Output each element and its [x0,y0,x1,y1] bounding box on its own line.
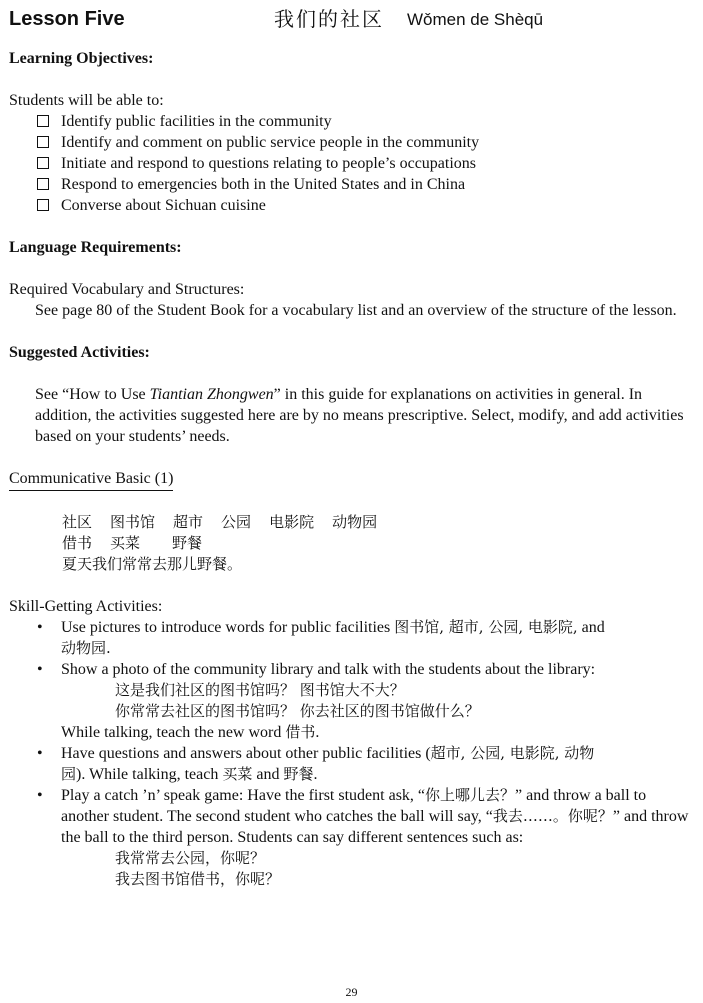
skill-item: • Play a catch ’n’ speak game: Have the first student ask, “你上哪儿去？” and throw a ball to another student. The second student who catches the ball will say, “我去……。你呢？” and throw the ball to the third person. Students can say different sentences such as: 我常常去公园，你呢？ 我去图书馆借书，你呢？ [35,785,694,890]
skill-item: • Use pictures to introduce words for public facilities 图书馆, 超市, 公园, 电影院, and 动物园. [37,618,605,657]
page-number: 29 [345,985,358,999]
chinese-title: 我们的社区 [274,7,384,31]
objective-item: Converse about Sichuan cuisine [37,195,694,216]
lesson-title: Lesson Five [9,8,125,30]
suggested-heading: Suggested Activities: [9,344,150,361]
skill-heading: Skill-Getting Activities: [9,598,163,615]
vocab-line-1: 社区 图书馆 超市 公园 电影院 动物园 [62,513,378,531]
checkbox-icon [37,157,49,169]
pinyin-title: Wǒmen de Shèqū [407,10,544,29]
objectives-list [9,111,694,216]
lesson-header [9,6,694,32]
example-question: 你常常去社区的图书馆吗？ 你去社区的图书馆做什么？ [115,702,480,720]
document-page [9,6,694,890]
language-text: See page 80 of the Student Book for a vocabulary list and an overview of the structure of the lesson. [35,302,677,319]
objectives-heading: Learning Objectives: [9,50,154,67]
checkbox-icon [37,115,49,127]
skill-item: • Have questions and answers about other public facilities (超市, 公园, 电影院, 动物 园). While talking, teach 买菜 and 野餐. [37,744,595,783]
vocab-structures-label: Required Vocabulary and Structures: [9,281,245,298]
example-sentence: 我去图书馆借书，你呢？ [115,870,281,888]
example-sentence: 我常常去公园，你呢？ [115,849,266,867]
suggested-text: See “How to Use Tiantian Zhongwen” in this guide for explanations on activities in general. In addition, the activities suggested here are by no means prescriptive. Select, modify, and add activities based on your students’ needs. [35,386,684,445]
objective-item: Respond to emergencies both in the United States and in China [37,174,694,195]
objective-item: Identify public facilities in the community [37,111,694,132]
skill-list [9,617,694,890]
checkbox-icon [37,199,49,211]
objective-item: Identify and comment on public service people in the community [37,132,694,153]
skill-item: • Show a photo of the community library and talk with the students about the library: 这是我们社区的图书馆吗？ 图书馆大不大？ 你常常去社区的图书馆吗？ 你去社区的图书馆做什么？ While talking, teach the new word 借书. [35,659,694,743]
example-question: 这是我们社区的图书馆吗？ 图书馆大不大？ [115,681,405,699]
vocab-line-2: 借书 买菜 野餐 [62,534,203,552]
checkbox-icon [37,136,49,148]
objectives-intro: Students will be able to: [9,92,164,109]
language-heading: Language Requirements: [9,239,182,256]
vocab-line-3: 夏天我们常常去那儿野餐。 [62,555,243,573]
checkbox-icon [37,178,49,190]
communicative-heading: Communicative Basic (1) [9,468,173,491]
objective-item: Initiate and respond to questions relating to people’s occupations [37,153,694,174]
